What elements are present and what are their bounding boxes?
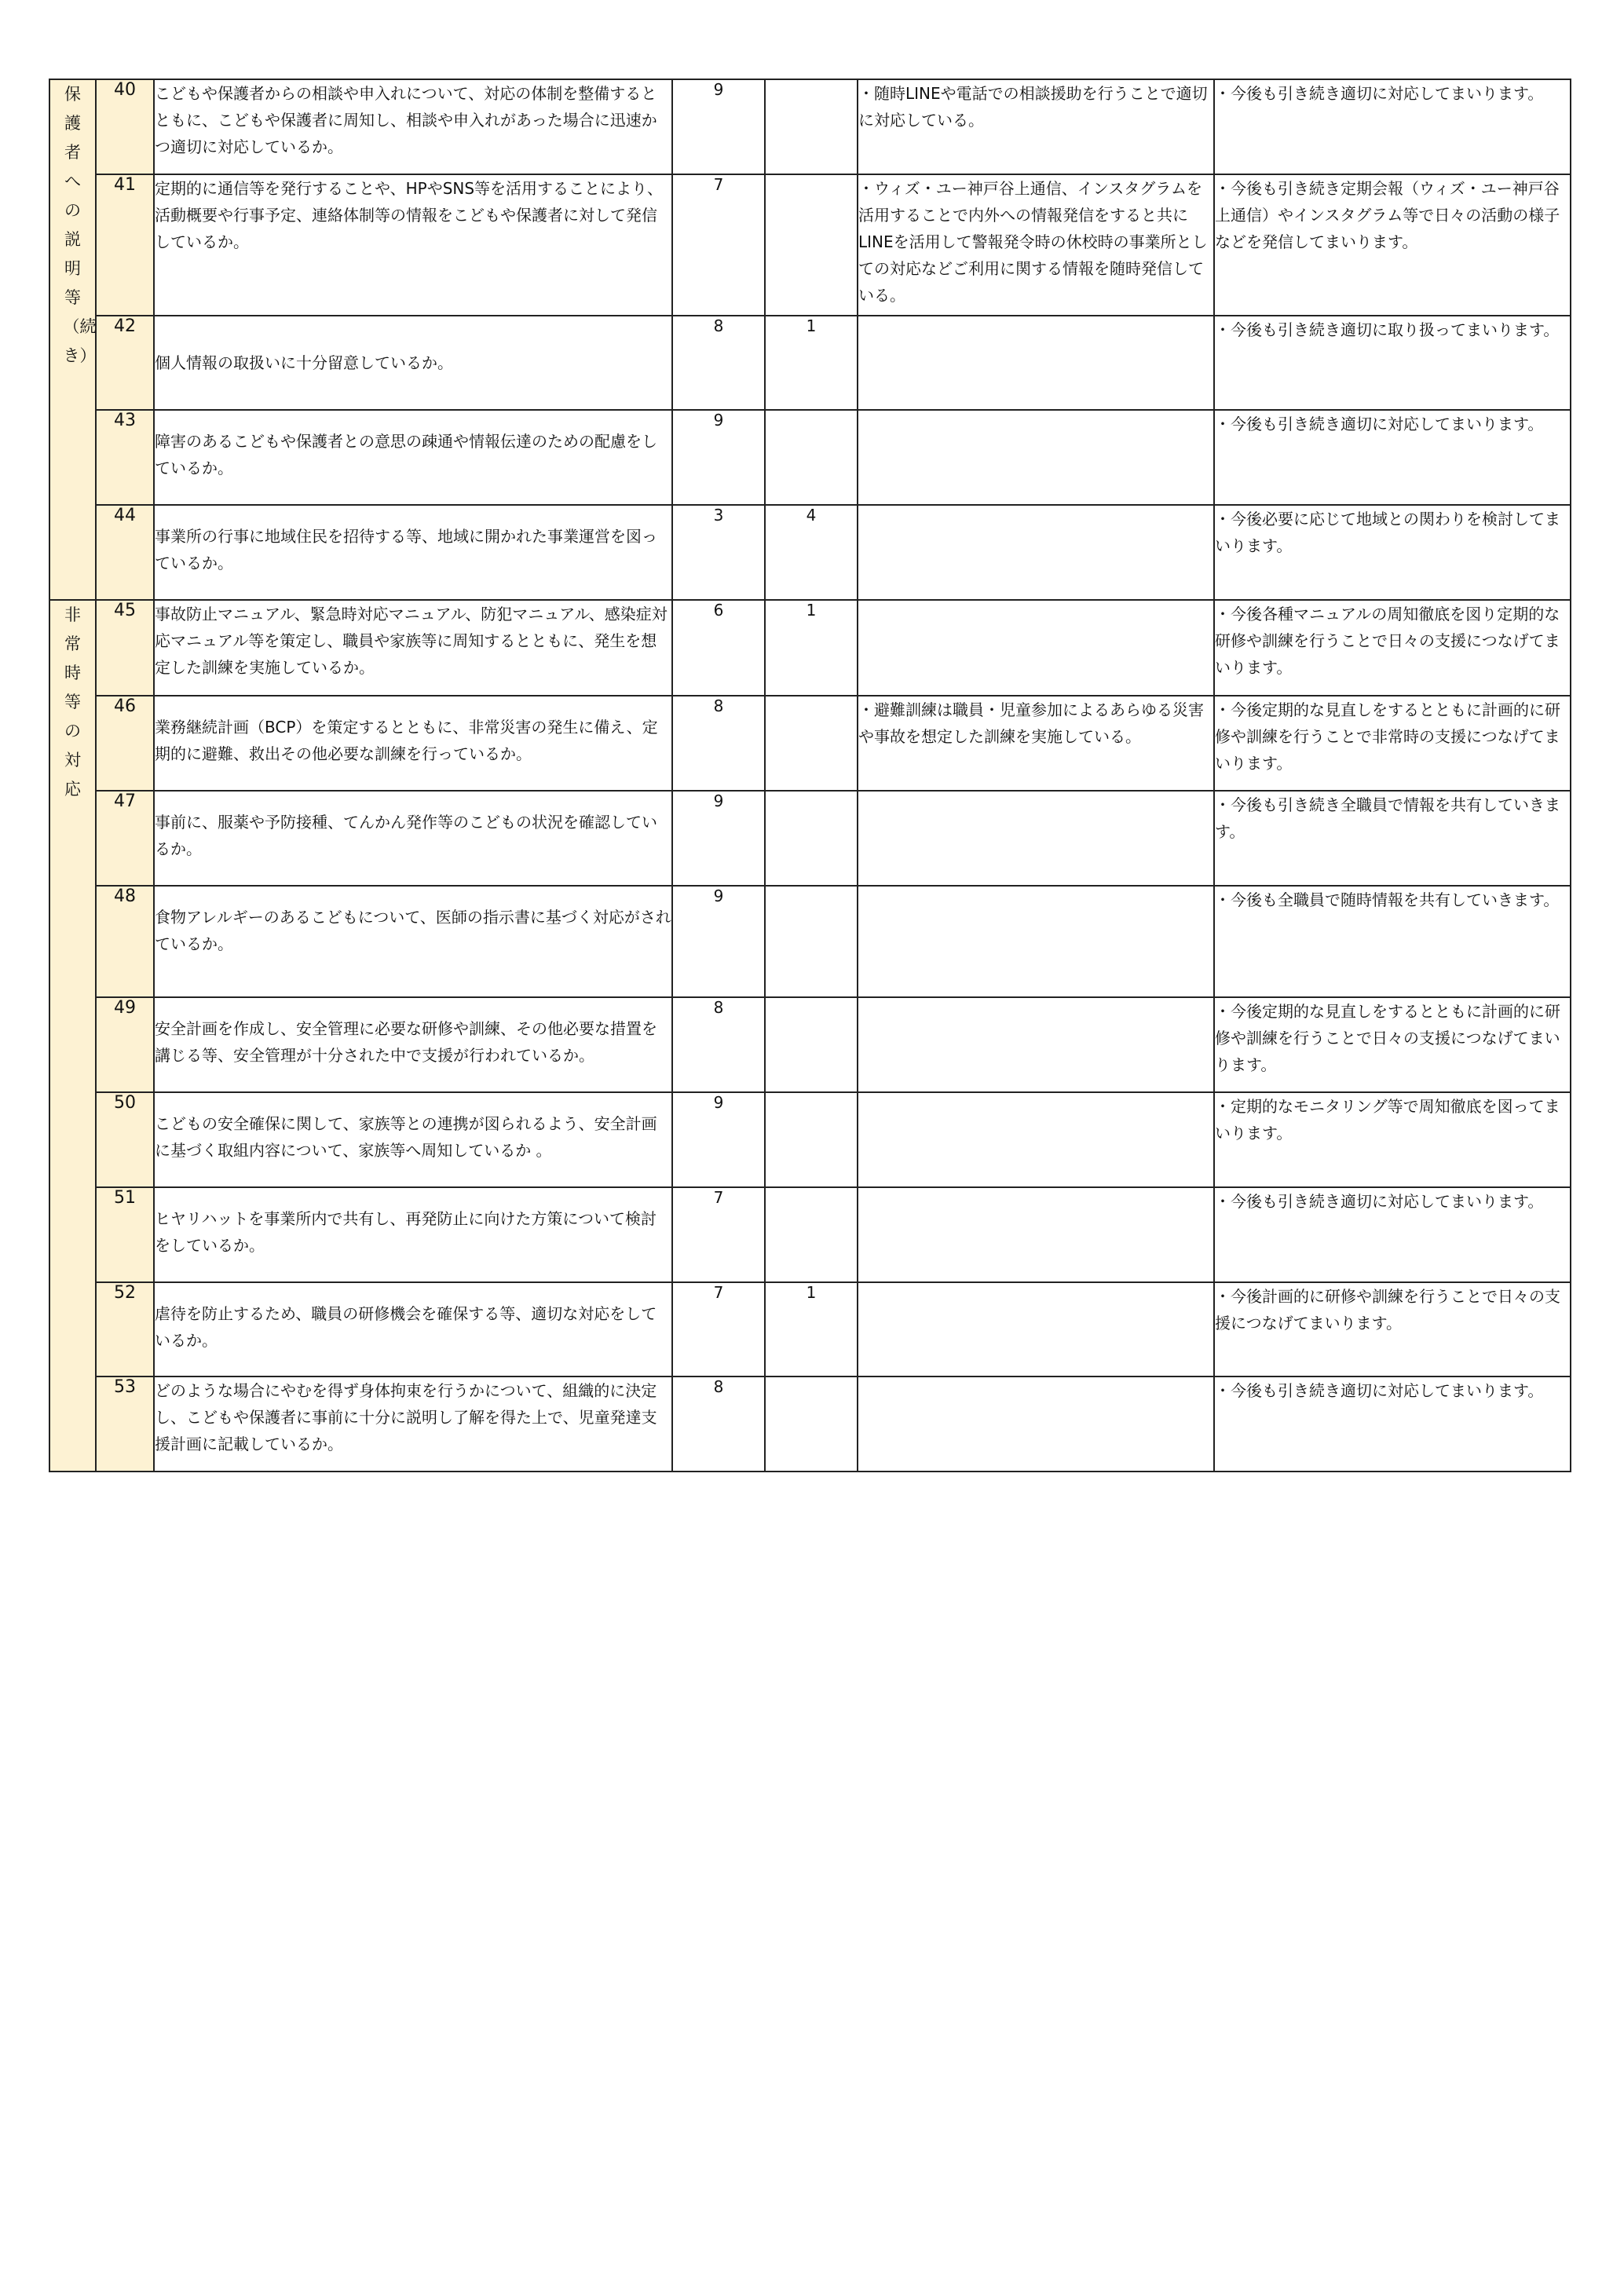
no-count [765,174,858,316]
category-cell [49,79,96,600]
yes-count: 8 [672,1377,765,1472]
yes-count: 9 [672,79,765,174]
yes-count: 9 [672,886,765,997]
improvement-text: ・今後必要に応じて地域との関わりを検討してまいります。 [1214,505,1571,600]
row-number: 44 [96,505,154,600]
evaluation-table [49,79,1571,1472]
question-text: 事業所の行事に地域住民を招待する等、地域に開かれた事業運営を図っているか。 [154,505,672,600]
question-text: 障害のあるこどもや保護者との意思の疎通や情報伝達のための配慮をしているか。 [154,410,672,505]
question-text: 事前に、服薬や予防接種、てんかん発作等のこどもの状況を確認しているか。 [154,791,672,886]
yes-count: 8 [672,696,765,791]
improvement-text: ・今後も引き続き定期会報（ウィズ・ユー神戸谷上通信）やインスタグラム等で日々の活動の様子などを発信してまいります。 [1214,174,1571,316]
table-row [49,1377,1571,1472]
improvement-text: ・今後も引き続き適切に取り扱ってまいります。 [1214,316,1571,410]
question-text: 虐待を防止するため、職員の研修機会を確保する等、適切な対応をしているか。 [154,1282,672,1377]
facility-comment [858,316,1214,410]
improvement-text: ・今後定期的な見直しをするとともに計画的に研修や訓練を行うことで日々の支援につなげてまいります。 [1214,997,1571,1092]
yes-count: 9 [672,1092,765,1187]
row-number: 46 [96,696,154,791]
row-number: 48 [96,886,154,997]
yes-count: 7 [672,174,765,316]
no-count [765,696,858,791]
table-row [49,79,1571,174]
facility-comment [858,1092,1214,1187]
row-number: 41 [96,174,154,316]
no-count [765,791,858,886]
table-row [49,791,1571,886]
yes-count: 9 [672,791,765,886]
improvement-text: ・今後も引き続き適切に対応してまいります。 [1214,1377,1571,1472]
no-count: 1 [765,1282,858,1377]
improvement-text: ・今後定期的な見直しをするとともに計画的に研修や訓練を行うことで非常時の支援につなげてまいります。 [1214,696,1571,791]
row-number: 51 [96,1187,154,1282]
facility-comment [858,505,1214,600]
yes-count: 8 [672,997,765,1092]
no-count [765,79,858,174]
question-text: 業務継続計画（BCP）を策定するとともに、非常災害の発生に備え、定期的に避難、救出その他必要な訓練を行っているか。 [154,696,672,791]
improvement-text: ・今後計画的に研修や訓練を行うことで日々の支援につなげてまいります。 [1214,1282,1571,1377]
row-number: 49 [96,997,154,1092]
row-number: 47 [96,791,154,886]
facility-comment: ・ウィズ・ユー神戸谷上通信、インスタグラムを活用することで内外への情報発信をすると共にLINEを活用して警報発令時の休校時の事業所としての対応などご利用に関する情報を随時発信している。 [858,174,1214,316]
table-row [49,410,1571,505]
improvement-text: ・定期的なモニタリング等で周知徹底を図ってまいります。 [1214,1092,1571,1187]
table-row [49,316,1571,410]
question-text: こどもの安全確保に関して、家族等との連携が図られるよう、安全計画に基づく取組内容について、家族等へ周知しているか 。 [154,1092,672,1187]
row-number: 50 [96,1092,154,1187]
no-count [765,410,858,505]
table-row [49,1092,1571,1187]
question-text: ヒヤリハットを事業所内で共有し、再発防止に向けた方策について検討をしているか。 [154,1187,672,1282]
question-text: 事故防止マニュアル、緊急時対応マニュアル、防犯マニュアル、感染症対応マニュアル等を策定し、職員や家族等に周知するとともに、発生を想定した訓練を実施しているか。 [154,600,672,696]
category-label: 非常時等の対応 [64,605,81,799]
table-row [49,600,1571,696]
facility-comment [858,1377,1214,1472]
improvement-text: ・今後各種マニュアルの周知徹底を図り定期的な研修や訓練を行うことで日々の支援につなげてまいります。 [1214,600,1571,696]
facility-comment [858,1282,1214,1377]
yes-count: 6 [672,600,765,696]
yes-count: 3 [672,505,765,600]
table-row [49,1282,1571,1377]
category-label: 保護者への説明等（続き） [63,85,97,365]
question-text: 安全計画を作成し、安全管理に必要な研修や訓練、その他必要な措置を講じる等、安全管理が十分された中で支援が行われているか。 [154,997,672,1092]
row-number: 52 [96,1282,154,1377]
yes-count: 7 [672,1282,765,1377]
no-count: 1 [765,316,858,410]
yes-count: 9 [672,410,765,505]
no-count: 4 [765,505,858,600]
no-count [765,1187,858,1282]
table-row [49,505,1571,600]
table-row [49,886,1571,997]
no-count: 1 [765,600,858,696]
question-text: 食物アレルギーのあるこどもについて、医師の指示書に基づく対応がされているか。 [154,886,672,997]
question-text: 定期的に通信等を発行することや、HPやSNS等を活用することにより、活動概要や行事予定、連絡体制等の情報をこどもや保護者に対して発信しているか。 [154,174,672,316]
improvement-text: ・今後も引き続き適切に対応してまいります。 [1214,410,1571,505]
row-number: 43 [96,410,154,505]
question-text: どのような場合にやむを得ず身体拘束を行うかについて、組織的に決定し、こどもや保護者に事前に十分に説明し了解を得た上で、児童発達支援計画に記載しているか。 [154,1377,672,1472]
yes-count: 8 [672,316,765,410]
no-count [765,1092,858,1187]
table-row [49,696,1571,791]
improvement-text: ・今後も引き続き全職員で情報を共有していきます。 [1214,791,1571,886]
improvement-text: ・今後も引き続き適切に対応してまいります。 [1214,1187,1571,1282]
yes-count: 7 [672,1187,765,1282]
facility-comment [858,1187,1214,1282]
table-row [49,997,1571,1092]
table-row [49,1187,1571,1282]
row-number: 45 [96,600,154,696]
facility-comment [858,410,1214,505]
row-number: 40 [96,79,154,174]
category-cell [49,600,96,1472]
facility-comment: ・避難訓練は職員・児童参加によるあらゆる災害や事故を想定した訓練を実施している。 [858,696,1214,791]
no-count [765,886,858,997]
table-row [49,174,1571,316]
no-count [765,997,858,1092]
question-text: こどもや保護者からの相談や申入れについて、対応の体制を整備するとともに、こどもや保護者に周知し、相談や申入れがあった場合に迅速かつ適切に対応しているか。 [154,79,672,174]
facility-comment [858,997,1214,1092]
no-count [765,1377,858,1472]
improvement-text: ・今後も全職員で随時情報を共有していきます。 [1214,886,1571,997]
facility-comment [858,791,1214,886]
improvement-text: ・今後も引き続き適切に対応してまいります。 [1214,79,1571,174]
facility-comment [858,600,1214,696]
facility-comment [858,886,1214,997]
question-text: 個人情報の取扱いに十分留意しているか。 [154,316,672,410]
facility-comment: ・随時LINEや電話での相談援助を行うことで適切に対応している。 [858,79,1214,174]
row-number: 53 [96,1377,154,1472]
row-number: 42 [96,316,154,410]
